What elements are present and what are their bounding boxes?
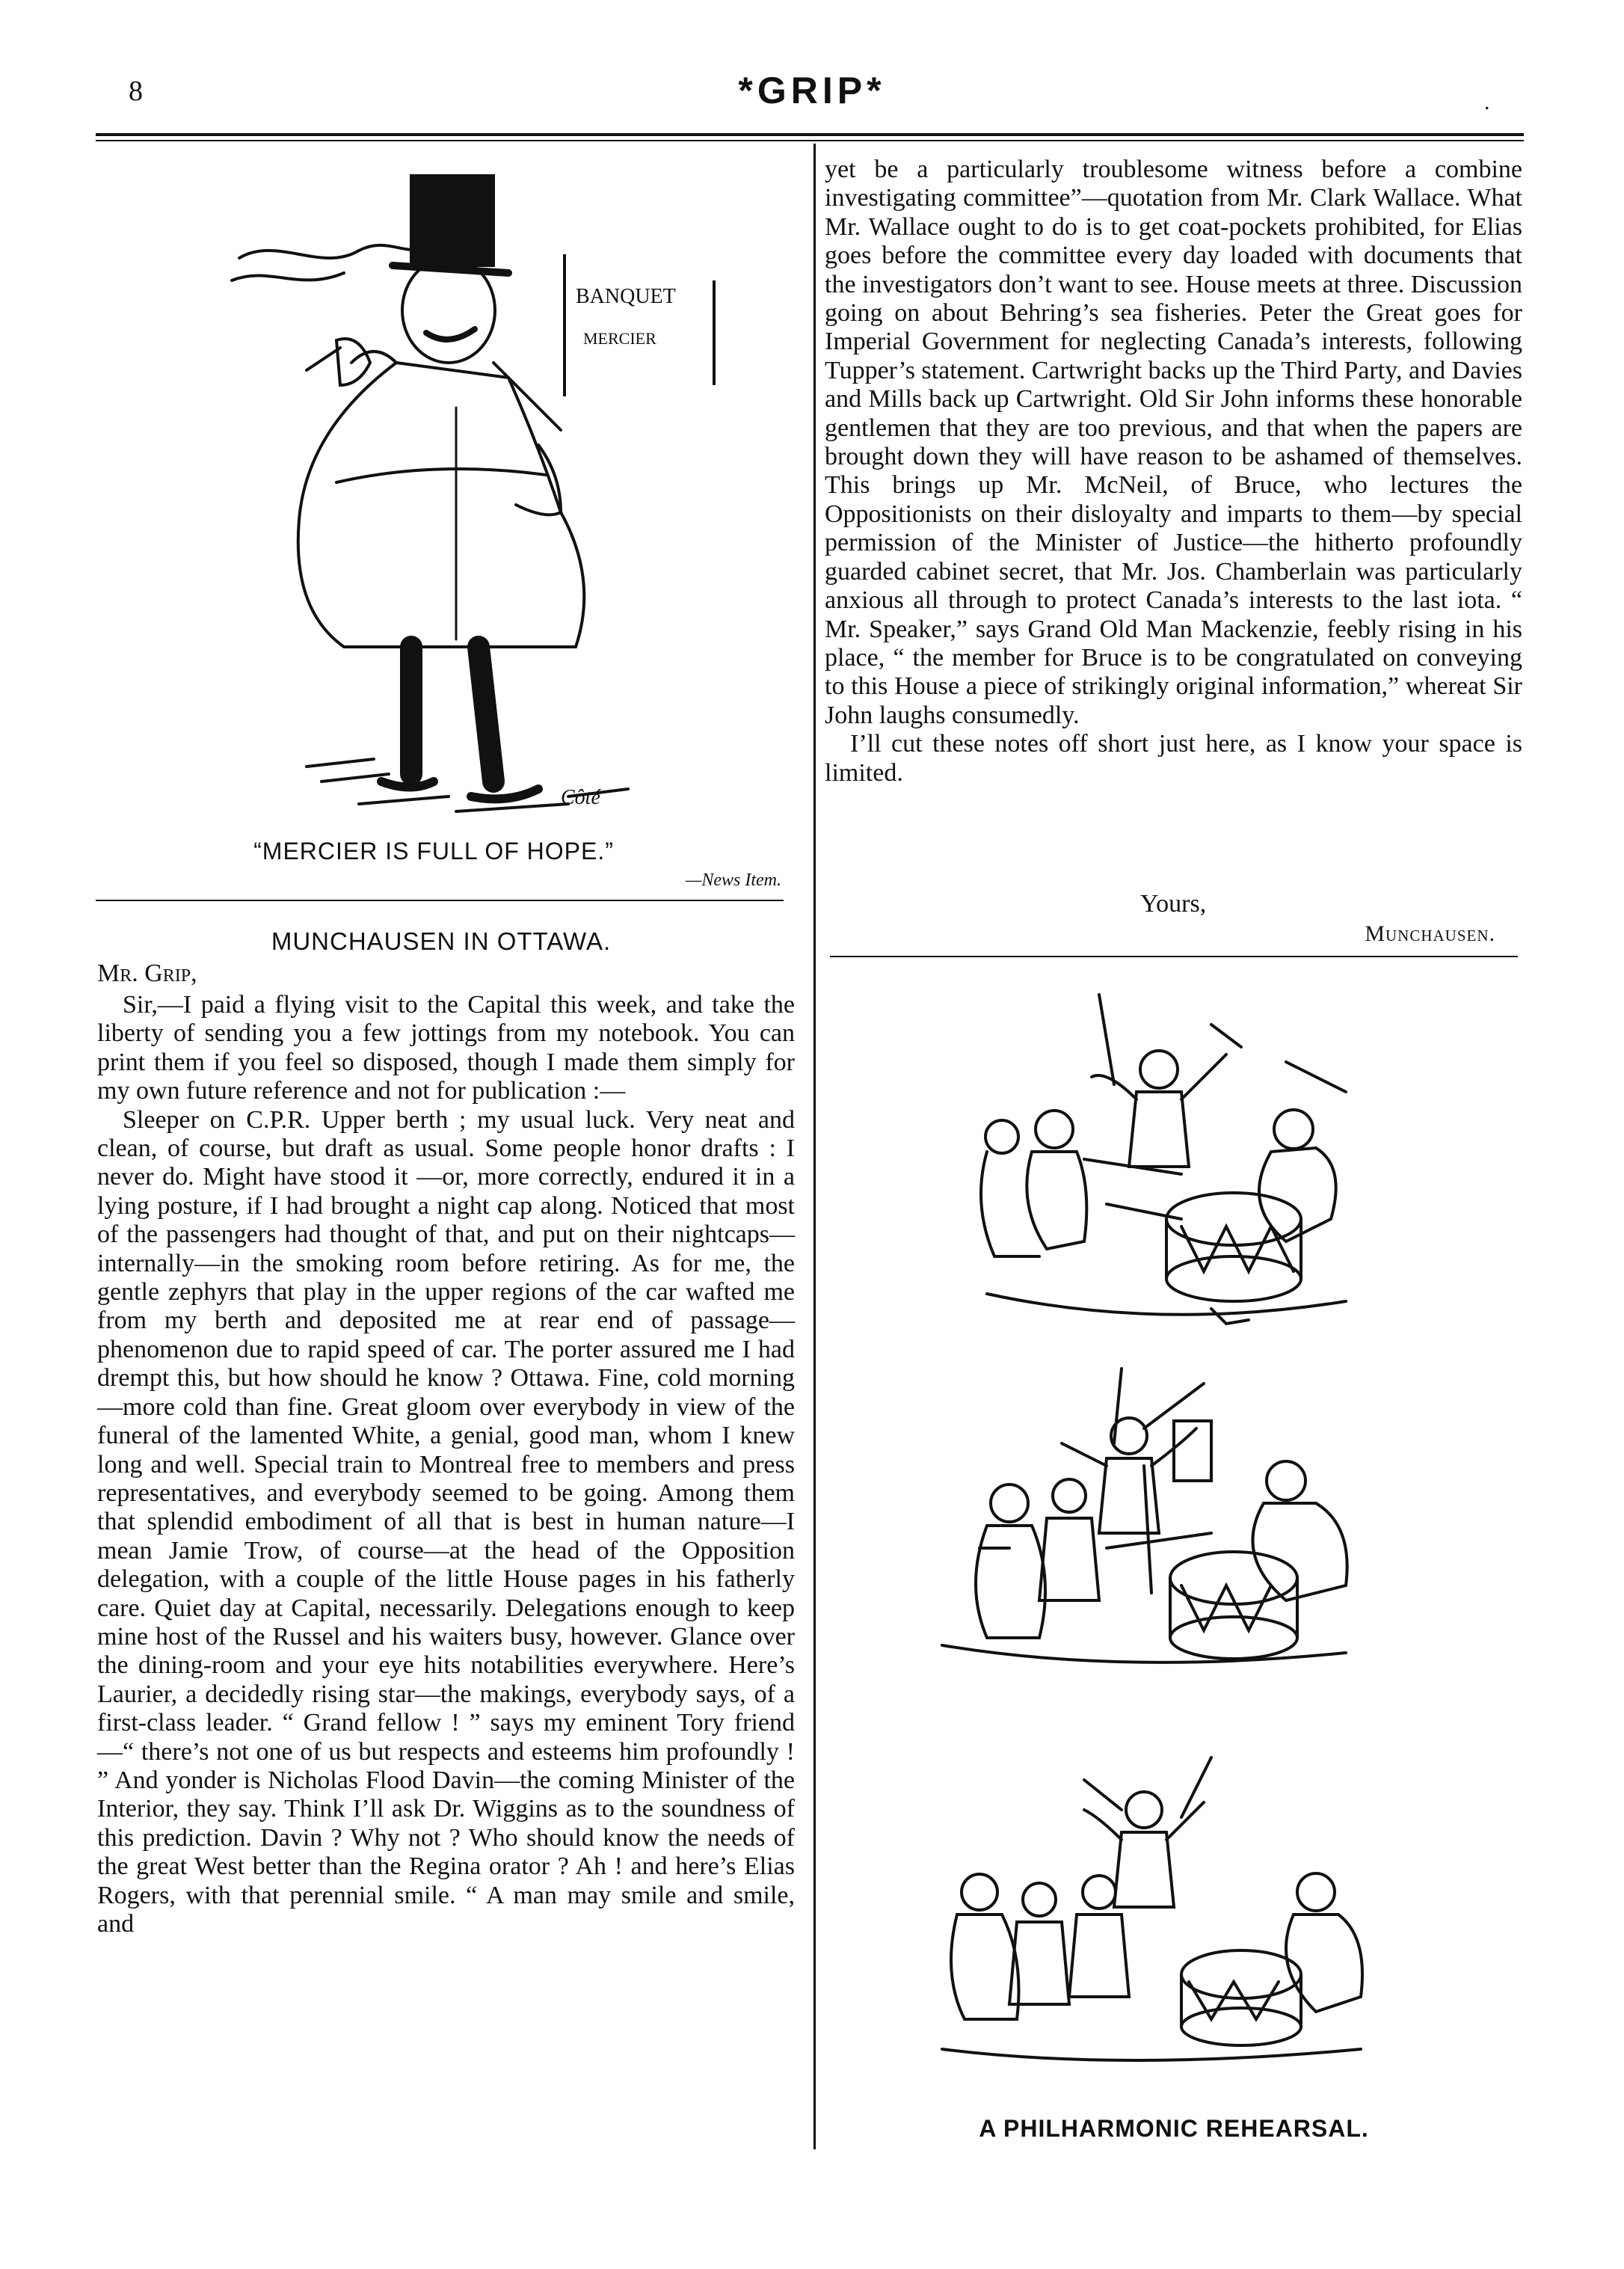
cartoon-caption: “MERCIER IS FULL OF HOPE.” [253, 838, 614, 865]
article-title: MUNCHAUSEN IN OTTAWA. [271, 927, 612, 955]
illustration-caption: A PHILHARMONIC REHEARSAL. [979, 2115, 1369, 2142]
cartoon-rule [96, 900, 784, 901]
paragraph-continued: yet be a particularly troublesome witness before a combine investigating committee”—quotation from Mr. Clark Wallace. What Mr. Wallace ought to do is to get coat-pockets prohibited, for Elias goes before the committee every day loaded with documents that the investigators don’t want to see. House meets at three. Discussion going on about Behring’s sea fisheries. Peter the Great goes for Imperial Government for neglecting Canada’s interests, following Tupper’s statement. Cartwright backs up the Third Party, and Davies and Mills back up Cartwright. Old Sir John informs these honorable gentlemen that they are too previous, and that when the papers are brought down they will have reason to be ashamed of themselves. This brings up Mr. McNeil, of Bruce, who lectures the Oppositionists on their disloyalty and imparts to them—by special permission of the Minister of Justice—the hitherto profoundly guarded cabinet secret, that Mr. Jos. Chamberlain was particularly anxious all through to protect Canada’s interests to the last iota. “ Mr. Speaker,” says Grand Old Man Mackenzie, feebly rising in his place, “ the member for Bruce is to be congratulated on conveying to this House a piece of strikingly original information,” whereat Sir John laughs consumedly. [825, 156, 1522, 729]
paragraph-notes: Sleeper on C.P.R. Upper berth ; my usual luck. Very neat and clean, of course, but draft as usual. Some people honor drafts : I never do. Might have stood it —or, more correctly, endured it in a lying posture, if I had brought a night cap along. Noticed that most of the passengers had thought of that, and put on their nightcaps—internally—in the smoking room before retiring. As for me, the gentle zephyrs that play in the upper regions of the car wafted me from my berth and deposited me at rear end of passage—phenomenon due to rapid speed of car. The porter assured me I had drempt this, but how should he know ? Ottawa. Fine, cold morning—more cold than fine. Great gloom over everybody in view of the funeral of the lamented White, a genial, good man, whom I knew long and well. Special train to Montreal free to members and press representatives, and everybody seemed to be going. Among them that splendid embodiment of all that is best in human nature—I mean Jamie Trow, of course—at the head of the Opposition delegation, with a couple of the little House pages in his fatherly care. Quiet day at Capital, necessarily. Delegations enough to keep mine host of the Russel and his waiters busy, however. Glance over the dining-room and your eye hits notabilities everywhere. Here’s Laurier, a decidedly rising star—the makings, everybody says, of a first-class leader. “ Grand fellow ! ” says my eminent Tory friend—“ there’s not one of us but respects and esteems him profoundly ! ” And yonder is Nicholas Flood Davin—the coming Minister of the Interior, they say. Think I’ll ask Dr. Wiggins as to the soundness of this prediction. Davin ? Why not ? Who should know the needs of the great West better than the Regina orator ? Ah ! and here’s Elias Rogers, with that perennial smile. “ A man may smile and smile, and [97, 1105, 795, 1938]
stray-mark: . [1484, 90, 1490, 114]
column-divider [813, 144, 816, 2149]
rehearsal-panel-2 [942, 1369, 1347, 1662]
cartoon-credit: —News Item. [686, 871, 781, 890]
rehearsal-panel-3 [942, 1757, 1362, 2060]
header-rule-thin [96, 140, 1524, 141]
left-column-text [97, 991, 795, 1938]
paragraph-closing: I’ll cut these notes off short just here, as I know your space is limited. [825, 730, 1522, 787]
page-number: 8 [129, 76, 143, 107]
artist-signature: Côté [561, 786, 600, 809]
mercier-cartoon [209, 161, 733, 834]
paragraph-intro: Sir,—I paid a flying visit to the Capital this week, and take the liberty of sending you a few jottings from my notebook. You can print them if you feel so disposed, though I made them simply for my own future reference and not for publication :— [97, 991, 795, 1105]
sign-mercier: MERCIER [583, 329, 656, 348]
right-column-text [825, 156, 1522, 787]
article-end-rule [830, 956, 1518, 957]
signoff-munchausen: Munchausen. [1365, 921, 1495, 946]
rehearsal-panel-1 [981, 995, 1346, 1324]
philharmonic-illustration [897, 980, 1465, 2116]
closing-yours: Yours, [1140, 890, 1207, 918]
article-salutation: Mr. Grip, [97, 960, 197, 987]
sign-banquet: BANQUET [576, 285, 676, 308]
masthead-title: *GRIP* [738, 70, 886, 111]
header-rule-thick [96, 133, 1524, 136]
